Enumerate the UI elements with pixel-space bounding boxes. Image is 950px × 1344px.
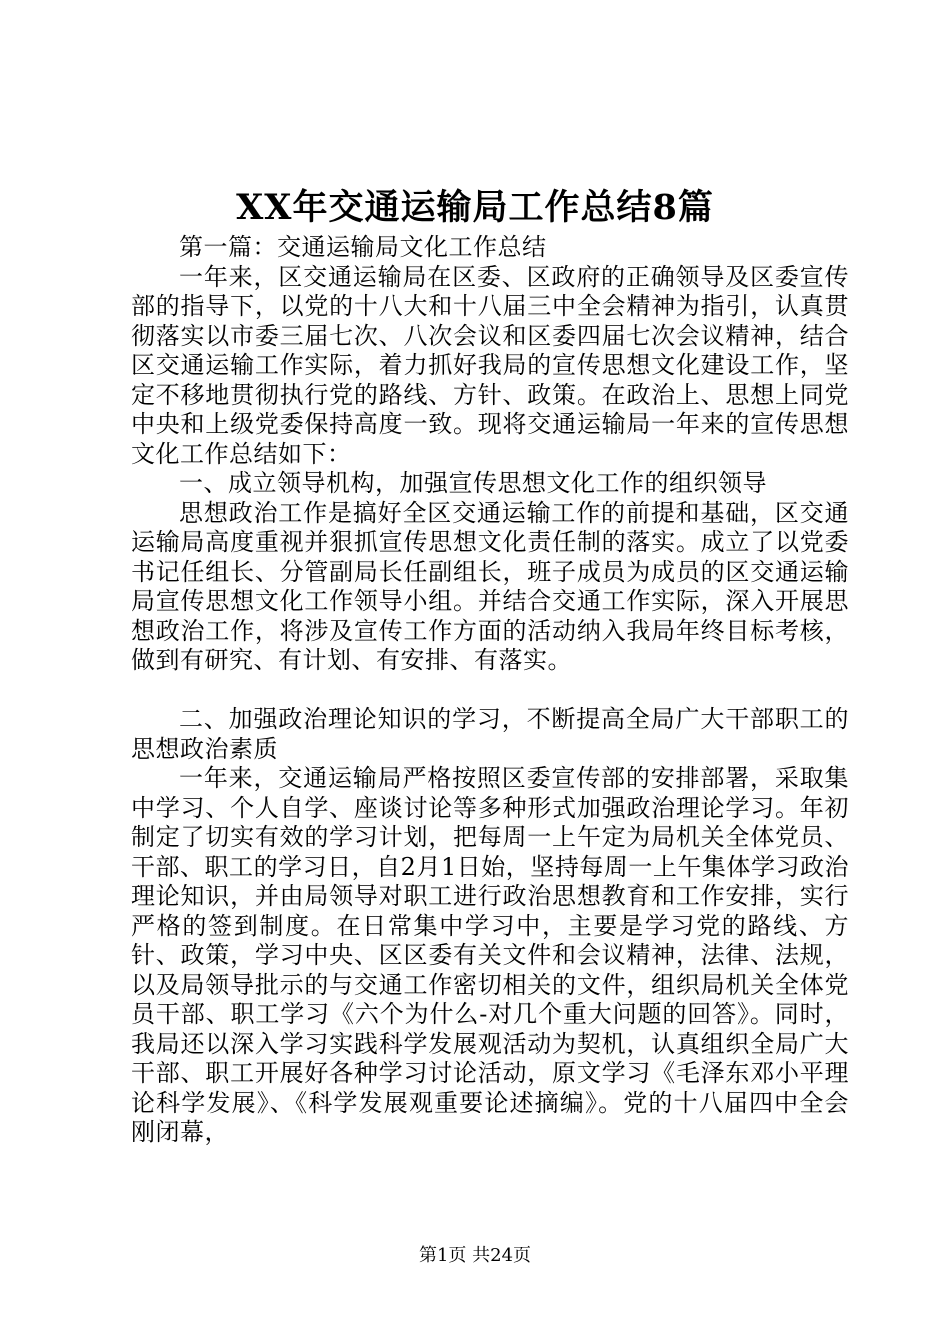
paragraph-leadership: 思想政治工作是搞好全区交通运输工作的前提和基础，区交通运输局高度重视并狠抓宣传思想文化责任制的落实。成立了以党委书记任组长、分管副局长任副组长，班子成员为成员的区交通运输局宣传思想文化工作领导小组。并结合交通工作实际，深入开展思想政治工作，将涉及宣传工作方面的活动纳入我局年终目标考核，做到有研究、有计划、有安排、有落实。: [131, 498, 849, 674]
paragraph-study: 一年来，交通运输局严格按照区委宣传部的安排部署，采取集中学习、个人自学、座谈讨论等多种形式加强政治理论学习。年初制定了切实有效的学习计划，把每周一上午定为局机关全体党员、干部、职工的学习日，自2月1日始，坚持每周一上午集体学习政治理论知识，并由局领导对职工进行政治思想教育和工作安排，实行严格的签到制度。在日常集中学习中，主要是学习党的路线、方针、政策，学习中央、区区委有关文件和会议精神，法律、法规，以及局领导批示的与交通工作密切相关的文件，组织局机关全体党员干部、职工学习《六个为什么-对几个重大问题的回答》。同时，我局还以深入学习实践科学发展观活动为契机，认真组织全局广大干部、职工开展好各种学习讨论活动，原文学习《毛泽东邓小平理论科学发展》、《科学发展观重要论述摘编》。党的十八届四中全会刚闭幕，: [131, 764, 849, 1146]
subheading-1: 一、成立领导机构，加强宣传思想文化工作的组织领导: [179, 469, 767, 497]
document-title: XX年交通运输局工作总结8篇: [236, 187, 714, 228]
page-number: 第1页 共24页: [418, 1245, 532, 1266]
paragraph-intro: 一年来，区交通运输局在区委、区政府的正确领导及区委宣传部的指导下，以党的十八大和十八届三中全会精神为指引，认真贯彻落实以市委三届七次、八次会议和区委四届七次会议精神，结合区交通运输工作实际，着力抓好我局的宣传思想文化建设工作，坚定不移地贯彻执行党的路线、方针、政策。在政治上、思想上同党中央和上级党委保持高度一致。现将交通运输局一年来的宣传思想文化工作总结如下：: [131, 262, 849, 468]
subheading-2: 二、加强政治理论知识的学习，不断提高全局广大干部职工的思想政治素质: [131, 705, 849, 763]
paragraph-spacer: [131, 676, 849, 706]
section-heading-1: 第一篇：交通运输局文化工作总结: [179, 233, 547, 261]
document-body: [131, 233, 849, 1148]
